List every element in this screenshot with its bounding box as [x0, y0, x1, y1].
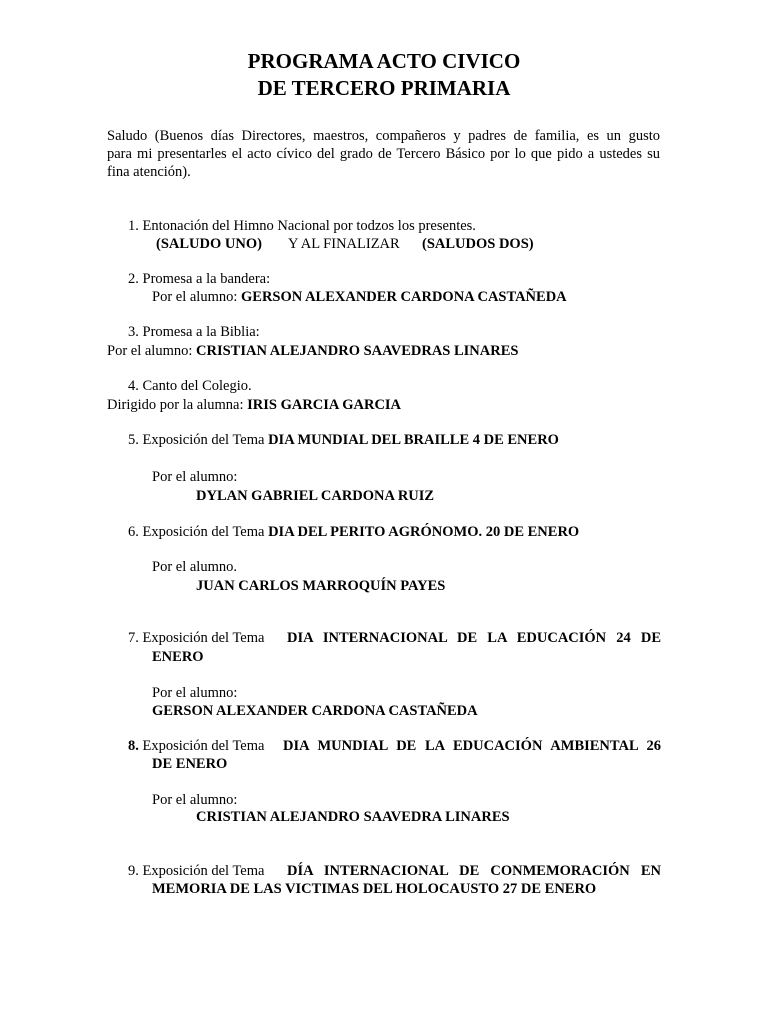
intro-line-3: fina atención).	[107, 164, 191, 180]
item-number: 2.	[128, 271, 139, 287]
item-text: Entonación del Himno Nacional por todzos los presentes.	[142, 218, 476, 234]
list-item-9	[128, 862, 661, 880]
presenter-name: JUAN CARLOS MARROQUÍN PAYES	[196, 578, 446, 594]
document-title-line1: PROGRAMA ACTO CIVICO	[247, 49, 521, 73]
presenter-label: Por el alumno:	[152, 469, 238, 485]
item-topic-line1: DIA INTERNACIONAL DE LA EDUCACIÓN 24 DE	[287, 630, 661, 646]
item-topic-line1: DÍA INTERNACIONAL DE CONMEMORACIÓN EN	[287, 863, 661, 879]
item-number-and-prefix	[128, 629, 264, 647]
item-topic-line2: MEMORIA DE LAS VICTIMAS DEL HOLOCAUSTO 27 DE ENERO	[152, 881, 597, 897]
item-text: Promesa a la bandera:	[142, 271, 271, 287]
item-prefix: Exposición del Tema	[142, 524, 265, 540]
presenter-name: GERSON ALEXANDER CARDONA CASTAÑEDA	[241, 289, 567, 305]
item-text: Promesa a la Biblia:	[142, 324, 260, 340]
item-topic-line1: DIA MUNDIAL DE LA EDUCACIÓN AMBIENTAL 26	[283, 738, 661, 754]
presenter-label: Por el alumno:	[152, 289, 238, 305]
item-topic: DIA DEL PERITO AGRÓNOMO. 20 DE ENERO	[268, 524, 580, 540]
list-item-8	[128, 737, 661, 755]
presenter-name: CRISTIAN ALEJANDRO SAAVEDRA LINARES	[196, 809, 510, 825]
item-number: 4.	[128, 378, 139, 394]
saludos-dos: (SALUDOS DOS)	[422, 236, 534, 252]
item-number: 8.	[128, 738, 139, 754]
presenter-label: Por el alumno:	[107, 343, 193, 359]
item-number: 9.	[128, 863, 139, 879]
intro-line-2: para mi presentarles el acto cívico del grado de Tercero Básico por lo que pido a ustedes su	[107, 146, 660, 162]
item-number: 5.	[128, 432, 139, 448]
presenter-label: Por el alumno:	[152, 685, 238, 701]
presenter-name: IRIS GARCIA GARCIA	[247, 397, 402, 413]
list-item-3	[128, 323, 260, 341]
presenter-label: Dirigido por la alumna:	[107, 397, 244, 413]
item-2-presenter	[152, 288, 567, 306]
list-item-1	[128, 217, 476, 235]
saludo-uno: (SALUDO UNO)	[156, 236, 262, 252]
item-number: 7.	[128, 630, 139, 646]
presenter-name: DYLAN GABRIEL CARDONA RUIZ	[196, 488, 435, 504]
item-number: 6.	[128, 524, 139, 540]
list-item-2	[128, 270, 270, 288]
item-number: 3.	[128, 324, 139, 340]
presenter-name: GERSON ALEXANDER CARDONA CASTAÑEDA	[152, 703, 478, 719]
item-topic-line2: DE ENERO	[152, 756, 228, 772]
list-item-5	[128, 431, 559, 449]
item-topic: DIA MUNDIAL DEL BRAILLE 4 DE ENERO	[268, 432, 559, 448]
item-4-presenter	[107, 396, 401, 414]
document-title-line2: DE TERCERO PRIMARIA	[257, 76, 511, 100]
item-number-and-prefix	[128, 737, 264, 755]
item-prefix: Exposición del Tema	[142, 738, 265, 754]
item-number-and-prefix	[128, 862, 264, 880]
item-prefix: Exposición del Tema	[142, 630, 265, 646]
list-item-7	[128, 629, 661, 647]
presenter-label: Por el alumno.	[152, 559, 237, 575]
presenter-label: Por el alumno:	[152, 792, 238, 808]
list-item-4	[128, 377, 252, 395]
item-text: Canto del Colegio.	[142, 378, 252, 394]
intro-line-1: Saludo (Buenos días Directores, maestros, compañeros y padres de familia, es un gusto	[107, 128, 660, 144]
item-prefix: Exposición del Tema	[142, 432, 265, 448]
list-item-6	[128, 523, 579, 541]
item-prefix: Exposición del Tema	[142, 863, 265, 879]
item-3-presenter	[107, 342, 518, 360]
item-topic-line2: ENERO	[152, 649, 204, 665]
y-al-finalizar: Y AL FINALIZAR	[288, 236, 400, 252]
presenter-name: CRISTIAN ALEJANDRO SAAVEDRAS LINARES	[196, 343, 519, 359]
item-number: 1.	[128, 218, 139, 234]
